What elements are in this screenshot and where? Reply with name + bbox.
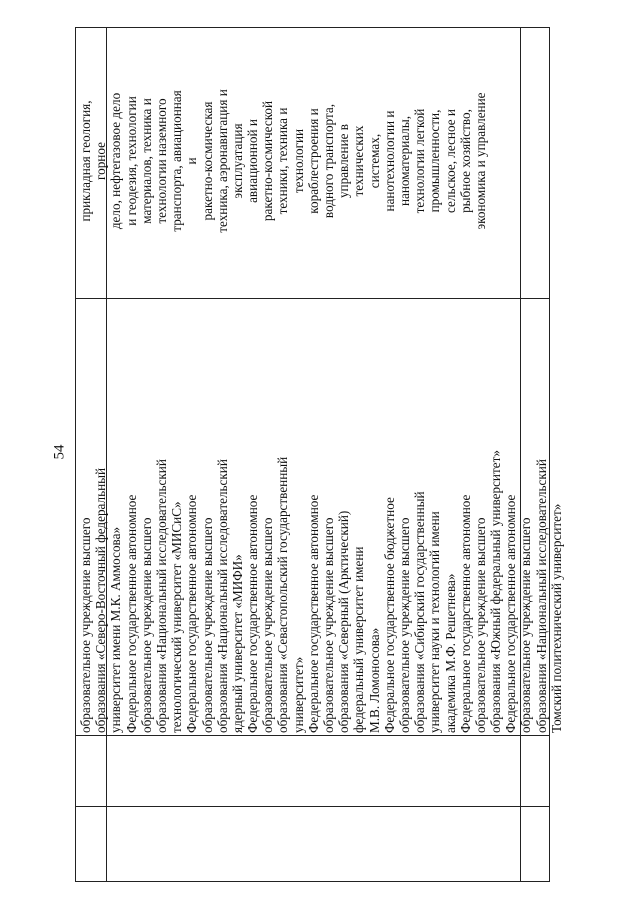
column-divider [76,806,549,807]
organization-text-line: образовательное учреждение высшего [518,517,534,733]
organization-text-line: образования «Сибирский государственный [412,491,428,733]
organization-text-line: образовательное учреждение высшего [199,517,215,733]
study-area-text-line: технических [351,125,367,197]
study-area-text-line: ракетно-космической [260,100,276,222]
study-area-text-line: экономика и управление [472,92,488,230]
study-area-text-line: управление в [336,123,352,199]
organization-text-line: Федеральное государственное автономное [123,494,139,733]
organization-text-line: образовательное учреждение высшего [138,517,154,733]
organization-text-line: университет науки и технологий имени [427,511,443,733]
organization-text-line: университет имени М.К. Аммосова» [108,526,124,733]
study-areas-cell [78,26,488,296]
organization-text-line: М.В. Ломоносова» [366,627,382,733]
organization-text-line: Федеральное государственное бюджетное [381,497,397,733]
organization-text-line: образования «Национальный исследовательский [533,459,549,733]
study-area-text-line: горное [93,142,109,180]
organization-text-line: федеральный университет имени [351,546,367,733]
organization-text-line: образования «Севастопольский государственный [275,456,291,733]
study-area-text-line: техники, техника и [275,107,291,215]
organization-text-line: образования «Национальный исследовательский [214,459,230,733]
study-area-text-line: техника, аэронавигация и [214,89,230,233]
study-area-text-line: и геодезия, технологии [123,96,139,226]
study-area-text-line: технологии [290,128,306,194]
organization-text-line: ядерный университет «МИФИ» [229,554,245,733]
study-area-text-line: нанотехнологии и [381,110,397,212]
organization-text-line: образования «Северо-Восточный федеральный [93,467,109,733]
study-area-text-line: сельское, лесное и [442,109,458,213]
study-area-text-line: ракетно-космическая [199,101,215,221]
study-area-text-line: авиационной и [245,119,261,203]
study-area-text-line: технологии легкой [412,108,428,214]
column-divider [76,298,549,299]
organization-text-line: образовательное учреждение высшего [472,517,488,733]
organization-text-line: Федеральное государственное автономное [457,494,473,733]
study-area-text-line: системах, [366,133,382,189]
study-area-text-line: и [184,157,200,165]
organization-text-line: образовательное учреждение высшего [321,517,336,733]
organization-text-line: образовательное учреждение высшего [78,517,93,733]
organization-text-line: образовательное учреждение высшего [396,517,412,733]
organization-text-line: академика М.Ф. Решетнева» [442,573,458,733]
organizations-cell [78,303,564,733]
study-area-text-line: рыбное хозяйство, [457,109,473,213]
study-area-text-line: прикладная геология, [78,100,93,222]
organization-text-line: Федеральное государственное автономное [305,494,321,733]
organization-text-line: Федеральное государственное автономное [503,494,519,733]
study-area-text-line: дело, нефтегазовое дело [108,92,124,230]
organization-text-line: образования «Южный федеральный университет» [488,450,504,733]
study-area-text-line: материалов, техника и [138,98,154,224]
study-area-text-line: кораблестроения и [305,108,321,214]
column-divider [76,735,549,736]
study-area-text-line: эксплуатация [229,123,245,199]
organization-text-line: университет» [290,656,306,733]
organization-text-line: Федеральное государственное автономное [245,494,261,733]
study-area-text-line: наноматериалы, [396,115,412,207]
page-number-text: 54 [51,444,68,460]
study-area-text-line: промышленности, [427,109,443,213]
study-area-text-line: технологии наземного [153,98,169,224]
organization-text-line: Федеральное государственное автономное [184,494,200,733]
organization-text-line: образования «Национальный исследовательский [153,459,169,733]
organization-text-line: образования «Северный (Арктический) [336,510,352,733]
rotated-table-container [75,27,564,882]
universities-table [75,27,564,882]
organization-text-line: образовательное учреждение высшего [260,517,276,733]
study-area-text-line: водного транспорта, [321,103,336,219]
study-area-text-line: транспорта, авиационная [169,90,185,232]
organization-text-line: технологический университет «МИСиС» [169,501,185,733]
organization-text-line: Томский политехнический университет» [548,503,564,733]
